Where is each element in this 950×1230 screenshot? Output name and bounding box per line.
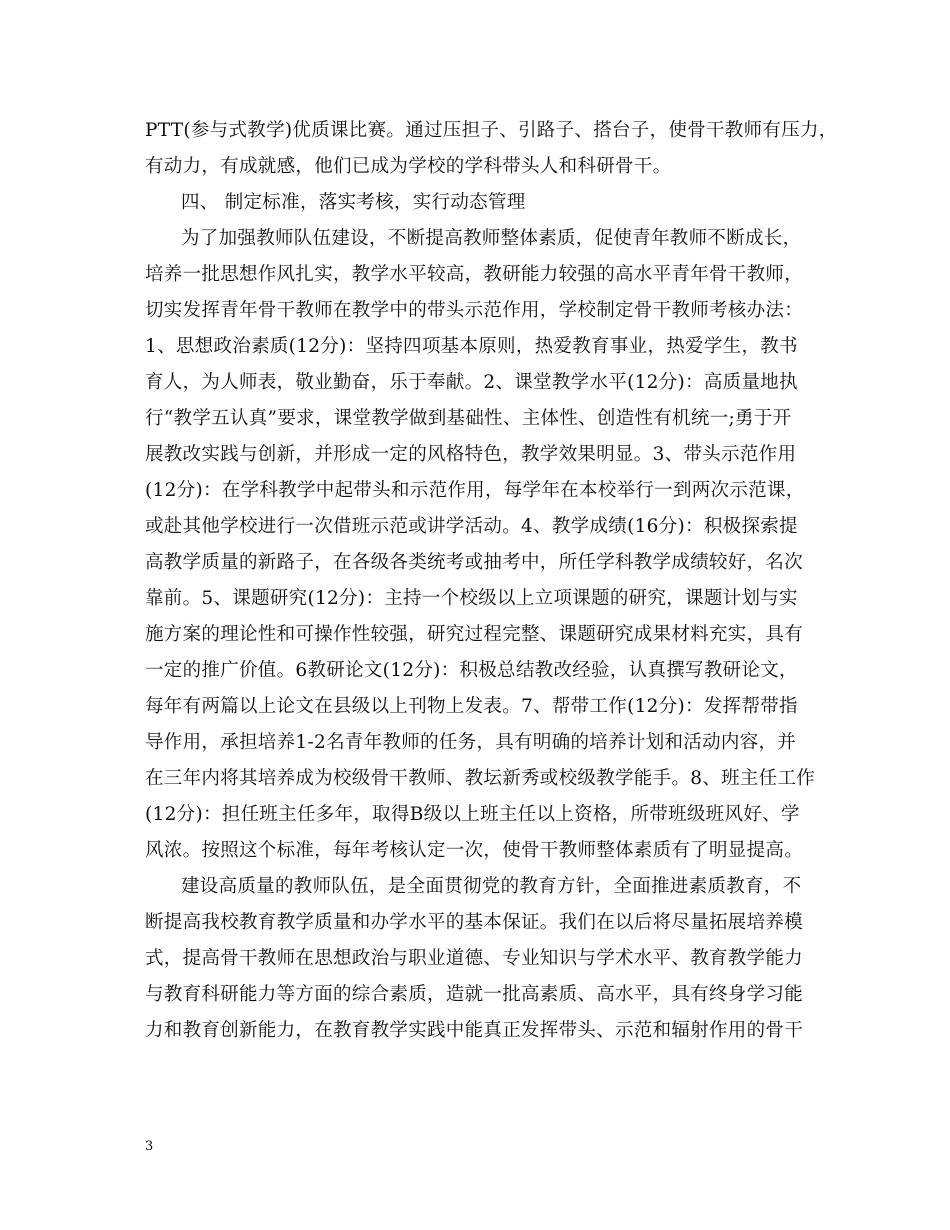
text-line: 为了加强教师队伍建设，不断提高教师整体素质，促使青年教师不断成长， [181,228,802,249]
text-line: 或赴其他学校进行一次借班示范或讲学活动。4、教学成绩(16分)：积极探索提 [145,516,798,537]
text-line: 有动力，有成就感，他们已成为学校的学科带头人和科研骨干。 [145,156,672,177]
text-line: 培养一批思想作风扎实，教学水平较高，教研能力较强的高水平青年骨干教师， [145,264,804,285]
text-line: PTT(参与式教学)优质课比赛。通过压担子、引路子、搭台子，使骨干教师有压力， [145,120,838,141]
text-line: 1、思想政治素质(12分)：坚持四项基本原则，热爱教育事业，热爱学生，教书 [145,336,798,357]
text-line: 育人，为人师表，敬业勤奋，乐于奉献。2、课堂教学水平(12分)：高质量地执 [145,372,798,393]
text-line: 行“教学五认真”要求，课堂教学做到基础性、主体性、创造性有机统一;勇于开 [145,408,792,429]
text-line: 一定的推广价值。6教研论文(12分)：积极总结教改经验，认真撰写教研论文， [145,660,798,681]
text-line: 导作用，承担培养1-2名青年教师的任务，具有明确的培养计划和活动内容，并 [145,732,797,753]
text-line: 在三年内将其培养成为校级骨干教师、教坛新秀或校级教学能手。8、班主任工作 [145,768,816,789]
text-line: 断提高我校教育教学质量和办学水平的基本保证。我们在以后将尽量拓展培养模 [145,912,804,933]
text-line: (12分)：担任班主任多年，取得B级以上班主任以上资格，所带班级班风好、学 [145,804,800,825]
text-line: 建设高质量的教师队伍，是全面贯彻党的教育方针，全面推进素质教育，不 [181,876,802,897]
text-line: 靠前。5、课题研究(12分)：主持一个校级以上立项课题的研究，课题计划与实 [145,588,798,609]
text-line: 风浓。按照这个标准，每年考核认定一次，使骨干教师整体素质有了明显提高。 [145,840,804,861]
text-line: (12分)：在学科教学中起带头和示范作用，每学年在本校举行一到两次示范课， [145,480,805,501]
text-line: 每年有两篇以上论文在县级以上刊物上发表。7、帮带工作(12分)：发挥帮带指 [145,696,798,717]
text-line: 式，提高骨干教师在思想政治与职业道德、专业知识与学术水平、教育教学能力 [145,948,804,969]
text-line: 力和教育创新能力，在教育教学实践中能真正发挥带头、示范和辐射作用的骨干 [145,1020,804,1041]
text-line: 切实发挥青年骨干教师在教学中的带头示范作用，学校制定骨干教师考核办法： [145,300,804,321]
text-line: 与教育科研能力等方面的综合素质，造就一批高素质、高水平，具有终身学习能 [145,984,804,1005]
text-line: 高教学质量的新路子，在各级各类统考或抽考中，所任学科教学成绩较好，名次 [145,552,804,573]
page-number: 3 [145,1139,154,1154]
text-line: 施方案的理论性和可操作性较强，研究过程完整、课题研究成果材料充实，具有 [145,624,804,645]
text-line: 展教改实践与创新，并形成一定的风格特色，教学效果明显。3、带头示范作用 [145,444,797,465]
section-heading: 四、 制定标准，落实考核，实行动态管理 [181,192,526,213]
